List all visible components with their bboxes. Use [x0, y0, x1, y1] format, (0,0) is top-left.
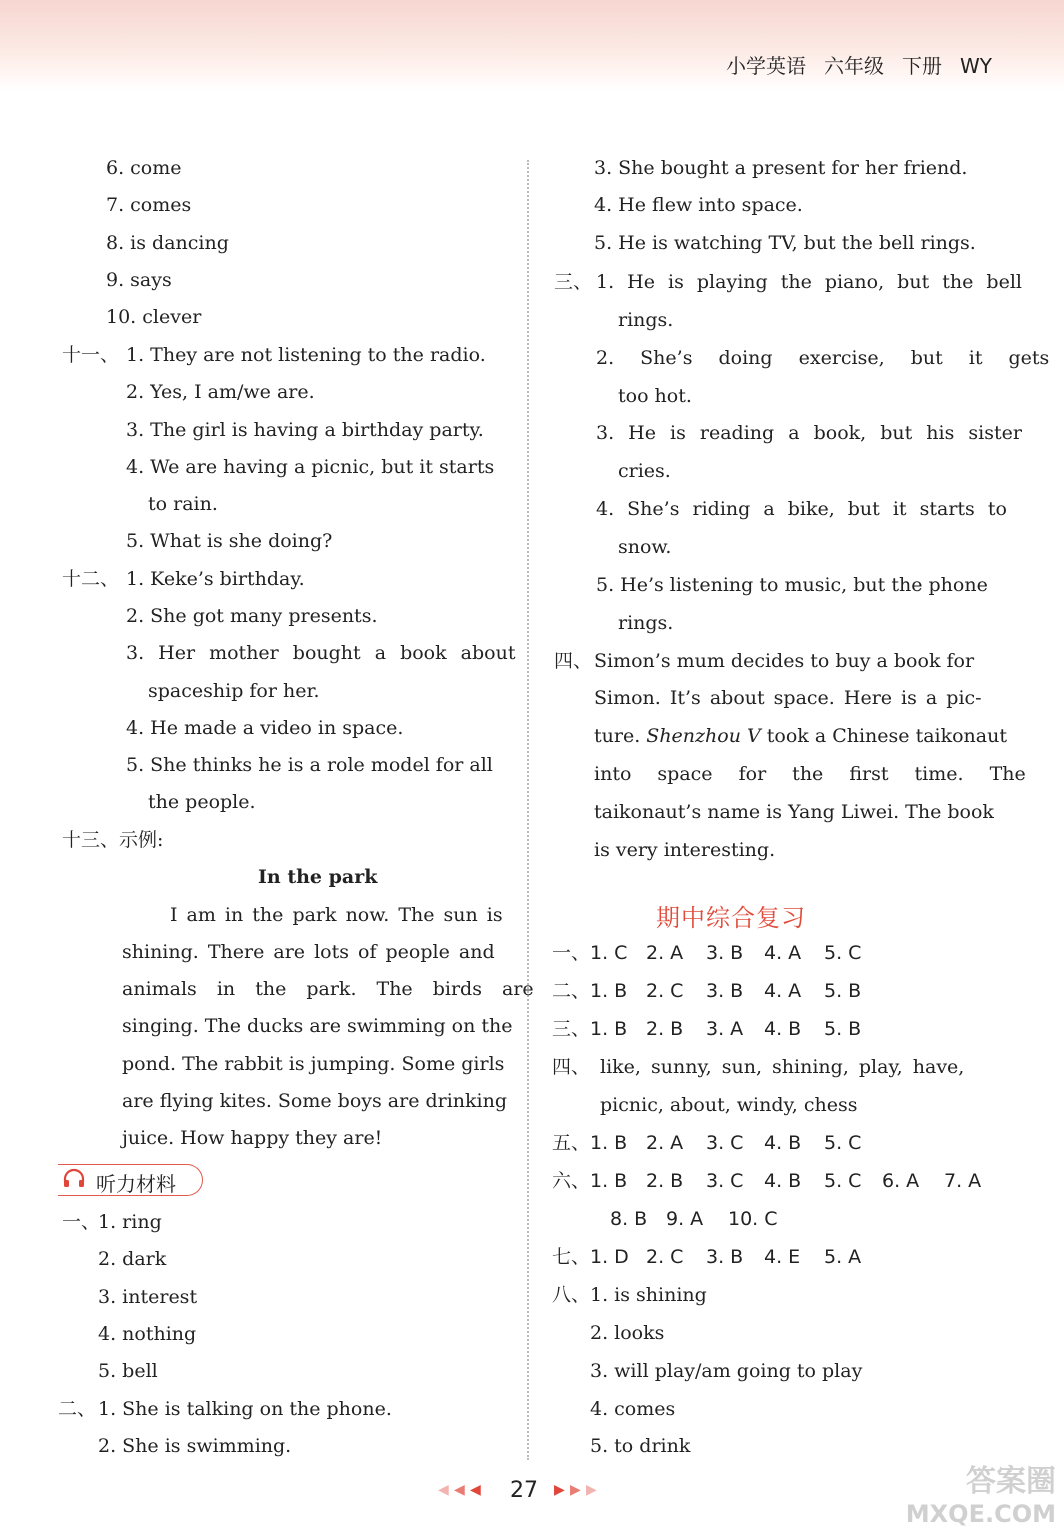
answer-line: 1. She is talking on the phone. — [98, 1398, 392, 1420]
left-arrow-icon: ◀ — [454, 1482, 465, 1498]
answer-line: to rain. — [148, 493, 218, 515]
answer-item: 3. B — [706, 980, 744, 1002]
section-label-13: 十三、示例: — [62, 829, 164, 851]
essay-line: pond. The rabbit is jumping. Some girls — [122, 1053, 505, 1075]
essay-line: singing. The ducks are swimming on the — [122, 1015, 513, 1037]
answer-item: 4. A — [764, 980, 802, 1002]
answer-item: 5. B — [824, 1018, 862, 1040]
answer-item: 1. B — [590, 1018, 628, 1040]
right-arrow-icon: ▶ — [554, 1482, 565, 1498]
answer-line: 2. dark — [98, 1248, 167, 1270]
answer-item: 8. B — [610, 1208, 648, 1230]
answer-item: 2. B — [646, 1170, 684, 1192]
answer-item: 4. A — [764, 942, 802, 964]
answer-item: 1. D — [590, 1246, 629, 1268]
answer-item: 1. B — [590, 980, 628, 1002]
essay-line: juice. How happy they are! — [122, 1127, 383, 1149]
watermark — [906, 1466, 1056, 1530]
answer-line: 3. will play/am going to play — [590, 1360, 863, 1382]
spacecraft-name: Shenzhou V — [646, 725, 761, 747]
header-edition: WY — [960, 54, 992, 78]
watermark-url: MXQE.COM — [905, 1500, 1056, 1528]
answer-item: 2. A — [646, 942, 684, 964]
right-arrow-icon: ▶ — [570, 1482, 581, 1498]
answer-line: 1. He is playing the piano, but the bell — [596, 271, 1022, 293]
answer-line: 5. What is she doing? — [126, 530, 333, 552]
answer-item: 3. B — [706, 942, 744, 964]
answer-line: rings. — [618, 612, 674, 634]
section-label: 三、 — [552, 1018, 591, 1040]
section-label-1: 一、 — [62, 1211, 101, 1233]
answer-item: 10. C — [728, 1208, 778, 1230]
answer-line: 3. Her mother bought a book about — [126, 642, 516, 664]
answer-line: 1. Keke’s birthday. — [126, 568, 305, 590]
answer-line: 6. come — [106, 157, 182, 179]
answer-item: 4. B — [764, 1132, 802, 1154]
page-footer — [438, 1478, 618, 1506]
answer-line: 5. bell — [98, 1360, 158, 1382]
answer-line: 2. She got many presents. — [126, 605, 378, 627]
section-label: 二、 — [552, 980, 591, 1002]
answer-line: 5. He’s listening to music, but the phone — [596, 574, 988, 596]
answer-line: 8. is dancing — [106, 232, 229, 254]
midterm-review-title: 期中综合复习 — [656, 904, 806, 932]
essay-line: are flying kites. Some boys are drinking — [122, 1090, 508, 1112]
answer-line: 4. She’s riding a bike, but it starts to — [596, 498, 1007, 520]
answer-text: ture. — [594, 725, 641, 747]
answer-item: 5. C — [824, 1170, 862, 1192]
answer-text: took a Chinese taikonaut — [766, 725, 1007, 747]
column-divider — [527, 160, 529, 1460]
section-label-12: 十二、 — [62, 568, 120, 590]
answer-line: into space for the first time. The — [594, 763, 1026, 785]
answer-line: taikonaut’s name is Yang Liwei. The book — [594, 801, 994, 823]
answer-line: snow. — [618, 536, 672, 558]
section-label: 八、 — [552, 1284, 591, 1306]
answer-line: 1. ring — [98, 1211, 162, 1233]
answer-item: 3. A — [706, 1018, 744, 1040]
essay-line: animals in the park. The birds are — [122, 978, 534, 1000]
answer-item: 2. A — [646, 1132, 684, 1154]
answer-item: 2. C — [646, 980, 684, 1002]
section-label-3: 三、 — [554, 271, 593, 293]
answer-item: 9. A — [666, 1208, 704, 1230]
page-number: 27 — [510, 1478, 538, 1503]
answer-line: 10. clever — [106, 306, 202, 328]
section-label-11: 十一、 — [62, 344, 120, 366]
answer-line: spaceship for her. — [148, 680, 320, 702]
left-arrow-icon: ◀ — [438, 1482, 449, 1498]
section-label-2: 二、 — [58, 1398, 97, 1420]
answer-line: 4. He flew into space. — [594, 194, 803, 216]
headphones-icon — [62, 1168, 86, 1193]
answer-item: 5. B — [824, 980, 862, 1002]
answer-line: 7. comes — [106, 194, 192, 216]
answer-item: 1. C — [590, 942, 628, 964]
answer-line: rings. — [618, 309, 674, 331]
answer-text: 4. We are having a picnic, but it starts — [126, 456, 495, 478]
answer-line: 3. The girl is having a birthday party. — [126, 419, 484, 441]
answer-line: 4. comes — [590, 1398, 676, 1420]
section-label: 七、 — [552, 1246, 591, 1268]
answer-item: 1. B — [590, 1132, 628, 1154]
answer-line — [126, 455, 498, 479]
answer-line: 2. Yes, I am/we are. — [126, 381, 315, 403]
answer-line: 4. nothing — [98, 1323, 197, 1345]
answer-item: 5. A — [824, 1246, 862, 1268]
answer-line: the people. — [148, 791, 256, 813]
header-grade: 六年级 — [824, 54, 884, 78]
listening-label: 听力材料 — [96, 1172, 176, 1196]
answer-item: 2. B — [646, 1018, 684, 1040]
header-subject: 小学英语 — [726, 54, 806, 78]
answer-item: 3. C — [706, 1170, 744, 1192]
answer-item: 6. A — [882, 1170, 920, 1192]
answer-line: 9. says — [106, 269, 172, 291]
answer-item: 7. A — [944, 1170, 982, 1192]
answer-line: 5. to drink — [590, 1435, 691, 1457]
section-label-4: 四、 — [554, 650, 593, 672]
header-info — [708, 50, 992, 79]
watermark-logo-text: 答案圈 — [966, 1464, 1056, 1499]
answer-line: 2. She’s doing exercise, but it gets — [596, 347, 1050, 369]
left-arrow-icon: ◀ — [470, 1482, 481, 1498]
answer-line: 1. is shining — [590, 1284, 707, 1306]
answer-item: 5. C — [824, 1132, 862, 1154]
answer-line: 2. looks — [590, 1322, 665, 1344]
section-label: 一、 — [552, 942, 591, 964]
answer-line: 1. They are not listening to the radio. — [126, 344, 486, 366]
answer-line: is very interesting. — [594, 839, 776, 861]
answer-line: 5. She thinks he is a role model for all — [126, 754, 493, 776]
answer-line: picnic, about, windy, chess — [600, 1094, 858, 1116]
section-label: 六、 — [552, 1170, 591, 1192]
essay-line: I am in the park now. The sun is — [170, 904, 503, 926]
section-label: 五、 — [552, 1132, 591, 1154]
answer-line: Simon’s mum decides to buy a book for — [594, 650, 975, 672]
right-arrow-icon: ▶ — [586, 1482, 597, 1498]
answer-line: too hot. — [618, 385, 692, 407]
answer-item: 1. B — [590, 1170, 628, 1192]
answer-line: 3. He is reading a book, but his sister — [596, 422, 1022, 444]
answer-line: 5. He is watching TV, but the bell rings. — [594, 232, 976, 254]
answer-line: 3. interest — [98, 1286, 198, 1308]
answer-line — [594, 724, 1007, 748]
answer-item: 3. C — [706, 1132, 744, 1154]
answer-line: Simon. It’s about space. Here is a pic- — [594, 687, 982, 709]
answer-line: cries. — [618, 460, 671, 482]
answer-item: 4. B — [764, 1170, 802, 1192]
essay-line: shining. There are lots of people and — [122, 941, 495, 963]
answer-item: 3. B — [706, 1246, 744, 1268]
section-label: 四、 — [552, 1056, 591, 1078]
answer-item: 2. C — [646, 1246, 684, 1268]
answer-item: 4. E — [764, 1246, 801, 1268]
answer-line: 3. She bought a present for her friend. — [594, 157, 968, 179]
answer-line: 2. She is swimming. — [98, 1435, 292, 1457]
answer-item: 5. C — [824, 942, 862, 964]
answer-item: 4. B — [764, 1018, 802, 1040]
essay-title: In the park — [258, 866, 378, 888]
answer-line: 4. He made a video in space. — [126, 717, 404, 739]
header-volume: 下册 — [902, 54, 942, 78]
answer-line: like, sunny, sun, shining, play, have, — [600, 1056, 965, 1078]
